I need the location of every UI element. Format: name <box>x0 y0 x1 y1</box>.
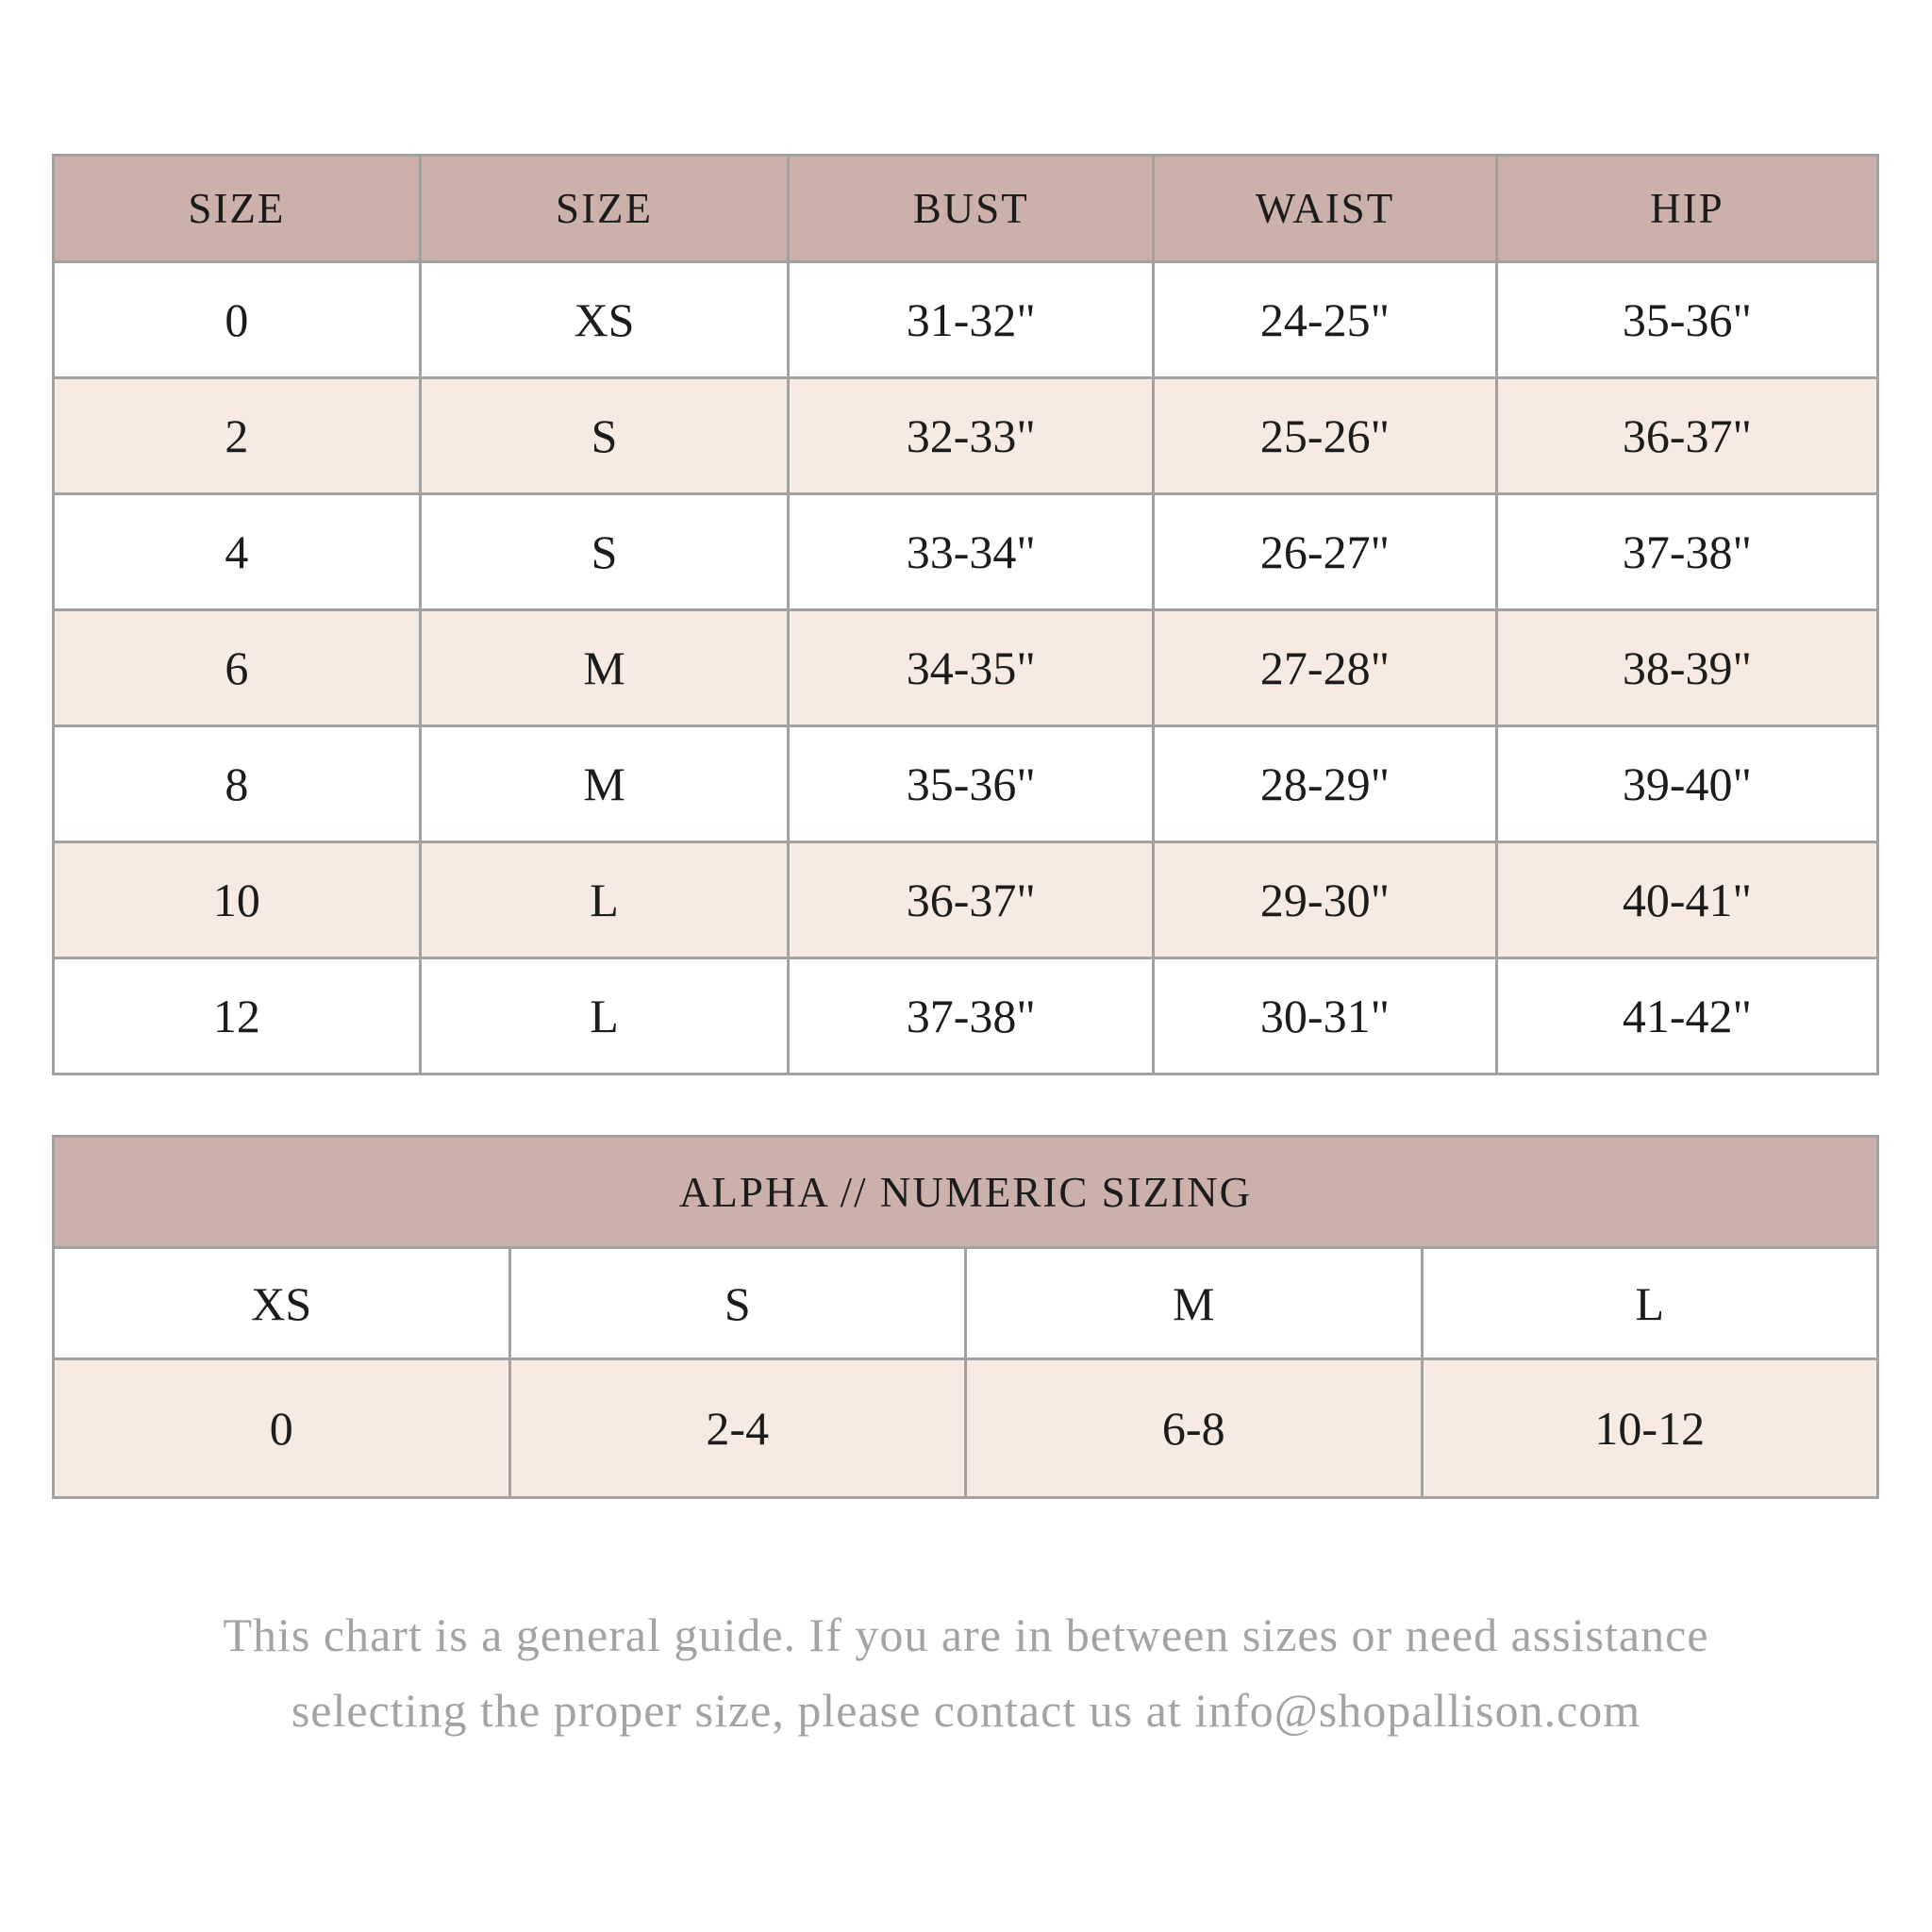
table-row-size-8 <box>54 726 1878 842</box>
size-chart-table <box>52 154 1879 1075</box>
alpha-numeric-table <box>52 1135 1879 1499</box>
cell-hip: 40-41" <box>1496 842 1877 958</box>
cell-size-num: 12 <box>54 958 421 1074</box>
header-waist: WAIST <box>1154 156 1497 262</box>
alpha-table-value-row <box>54 1359 1878 1498</box>
cell-waist: 26-27" <box>1154 494 1497 610</box>
table-row-size-2 <box>54 378 1878 494</box>
alpha-header-xs: XS <box>54 1248 510 1359</box>
cell-bust: 31-32" <box>789 262 1154 378</box>
alpha-value-xs: 0 <box>54 1359 510 1498</box>
cell-waist: 30-31" <box>1154 958 1497 1074</box>
footer-note <box>0 1597 1932 1748</box>
cell-size-alpha: M <box>420 726 789 842</box>
table-row-size-0 <box>54 262 1878 378</box>
cell-size-num: 10 <box>54 842 421 958</box>
cell-size-alpha: M <box>420 610 789 726</box>
cell-hip: 36-37" <box>1496 378 1877 494</box>
footer-note-line-2: selecting the proper size, please contact us at info@shopallison.com <box>291 1684 1641 1737</box>
cell-hip: 35-36" <box>1496 262 1877 378</box>
cell-bust: 36-37" <box>789 842 1154 958</box>
cell-waist: 29-30" <box>1154 842 1497 958</box>
alpha-value-s: 2-4 <box>509 1359 966 1498</box>
header-bust: BUST <box>789 156 1154 262</box>
cell-bust: 37-38" <box>789 958 1154 1074</box>
cell-bust: 32-33" <box>789 378 1154 494</box>
alpha-header-l: L <box>1422 1248 1878 1359</box>
cell-waist: 28-29" <box>1154 726 1497 842</box>
alpha-table-header-row <box>54 1248 1878 1359</box>
cell-size-alpha: S <box>420 378 789 494</box>
cell-size-alpha: S <box>420 494 789 610</box>
alpha-table-title-row <box>54 1137 1878 1248</box>
footer-note-line-1: This chart is a general guide. If you are in between sizes or need assistance <box>223 1608 1709 1661</box>
cell-size-num: 2 <box>54 378 421 494</box>
table-row-size-4 <box>54 494 1878 610</box>
table-row-size-10 <box>54 842 1878 958</box>
cell-hip: 39-40" <box>1496 726 1877 842</box>
alpha-table-title: ALPHA // NUMERIC SIZING <box>54 1137 1878 1248</box>
cell-size-num: 4 <box>54 494 421 610</box>
cell-bust: 34-35" <box>789 610 1154 726</box>
cell-hip: 38-39" <box>1496 610 1877 726</box>
table-row-size-6 <box>54 610 1878 726</box>
cell-size-num: 0 <box>54 262 421 378</box>
cell-waist: 24-25" <box>1154 262 1497 378</box>
cell-bust: 33-34" <box>789 494 1154 610</box>
header-size-alpha: SIZE <box>420 156 789 262</box>
alpha-header-m: M <box>966 1248 1423 1359</box>
alpha-value-m: 6-8 <box>966 1359 1423 1498</box>
alpha-value-l: 10-12 <box>1422 1359 1878 1498</box>
header-size-numeric: SIZE <box>54 156 421 262</box>
alpha-header-s: S <box>509 1248 966 1359</box>
cell-size-alpha: L <box>420 958 789 1074</box>
cell-hip: 41-42" <box>1496 958 1877 1074</box>
cell-size-alpha: L <box>420 842 789 958</box>
cell-size-num: 8 <box>54 726 421 842</box>
cell-size-num: 6 <box>54 610 421 726</box>
cell-size-alpha: XS <box>420 262 789 378</box>
table-row-size-12 <box>54 958 1878 1074</box>
cell-waist: 27-28" <box>1154 610 1497 726</box>
header-hip: HIP <box>1496 156 1877 262</box>
cell-bust: 35-36" <box>789 726 1154 842</box>
size-table-header-row <box>54 156 1878 262</box>
cell-waist: 25-26" <box>1154 378 1497 494</box>
cell-hip: 37-38" <box>1496 494 1877 610</box>
